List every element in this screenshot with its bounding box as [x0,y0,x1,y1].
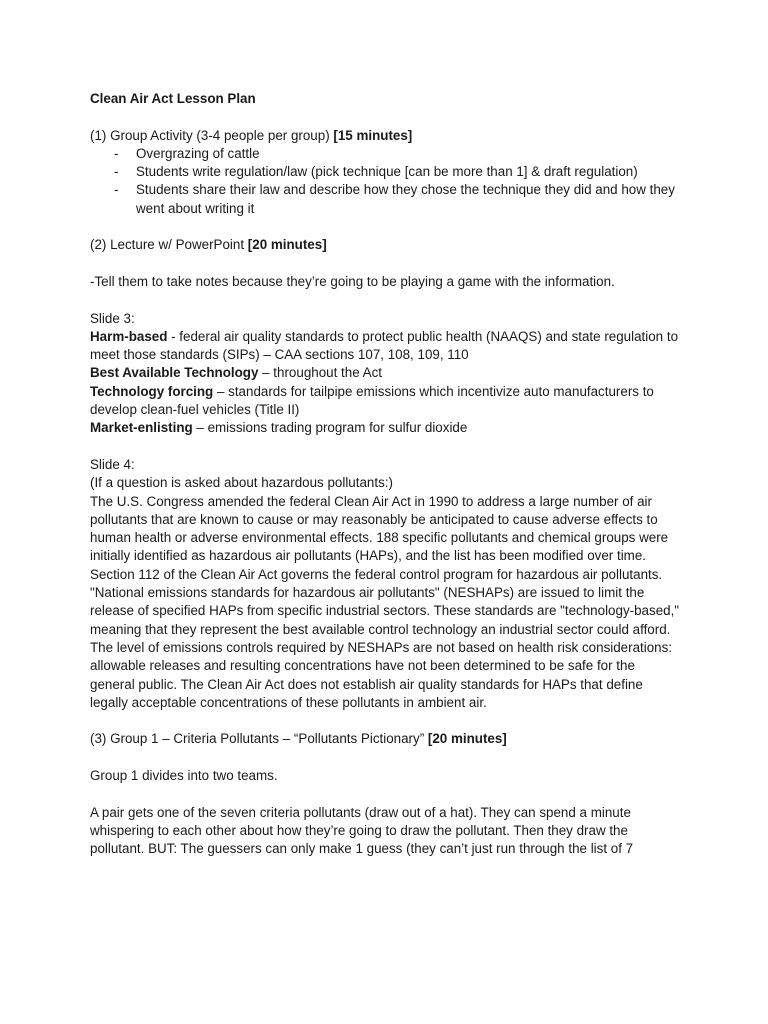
list-item: - Overgrazing of cattle [114,145,260,161]
section-1-bullets [90,145,680,218]
slide-3-item-bat: Best Available Technology – throughout the Act [90,365,383,381]
slide-3-label: Slide 3: [90,310,135,326]
section-3-time: [20 minutes] [427,731,507,747]
section-3-heading: (3) Group 1 – Criteria Pollutants – “Pollutants Pictionary” [20 minutes] [90,731,507,747]
section-2-note: -Tell them to take notes because they’re going to be playing a game with the information. [90,273,615,289]
slide-4-sublabel: (If a question is asked about hazardous pollutants:) [90,475,393,491]
slide-3-item-harm-based: Harm-based - federal air quality standards to protect public health (NAAQS) and state regulation to meet those standards (SIPs) – CAA sections 107, 108, 109, 110 [90,328,679,363]
section-3-paragraph-2: A pair gets one of the seven criteria pollutants (draw out of a hat). They can spend a minute whispering to each other about how they’re going to draw the pollutant. Then they draw the pollutant. BUT: The guessers can only make 1 guess (they can’t just run through the list of 7 [90,804,634,857]
slide-4-paragraph-1: The U.S. Congress amended the federal Clean Air Act in 1990 to address a large number of air pollutants that are known to cause or may reasonably be anticipated to cause adverse effects to human health or adverse environmental effects. 188 specific pollutants and chemical groups were initially identified as hazardous air pollutants (HAPs), and the list has been modified over time. [90,493,669,564]
list-item: - Students write regulation/law (pick technique [can be more than 1] & draft regulation) [114,164,638,180]
slide-3-item-market-enlisting: Market-enlisting – emissions trading program for sulfur dioxide [90,420,468,436]
document-title: Clean Air Act Lesson Plan [90,91,256,106]
section-1-time: [15 minutes] [333,127,413,143]
section-1-heading: (1) Group Activity (3-4 people per group) [15 minutes] [90,127,413,143]
section-2-heading: (2) Lecture w/ PowerPoint [20 minutes] [90,237,327,253]
slide-3-item-technology-forcing: Technology forcing – standards for tailpipe emissions which incentivize auto manufacturers to develop clean-fuel vehicles (Title II) [90,383,654,418]
section-2-time: [20 minutes] [247,237,327,253]
document-page [90,90,680,858]
section-3-paragraph-1: Group 1 divides into two teams. [90,767,278,783]
slide-4-paragraph-2: Section 112 of the Clean Air Act governs the federal control program for hazardous air pollutants. "National emissions standards for hazardous air pollutants" (NESHAPs) are issued to limit the release of specified HAPs from specific industrial sectors. These standards are "technology-based," meaning that they represent the best available control technology an industrial sector could afford. The level of emissions controls required by NESHAPs are not based on health risk considerations: allowable releases and resulting concentrations have not been determined to be safe for the general public. The Clean Air Act does not establish air quality standards for HAPs that define legally acceptable concentrations of these pollutants in ambient air. [90,566,680,710]
list-item: - Students share their law and describe how they chose the technique they did and how they went about writing it [114,182,675,216]
slide-4-label: Slide 4: [90,456,135,472]
